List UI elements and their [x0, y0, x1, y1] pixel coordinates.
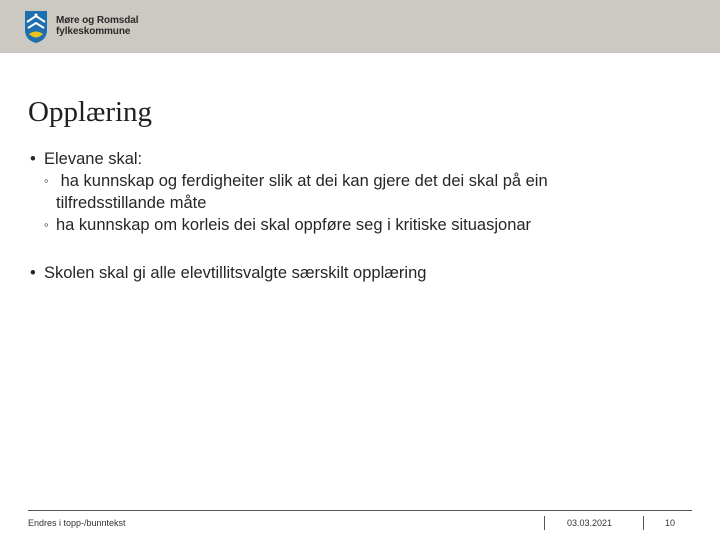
sub-bullet-item [28, 214, 698, 236]
sub-bullet-circle-icon: ◦ [44, 173, 49, 188]
sub-bullet-text: ha kunnskap om korleis dei skal oppføre seg i kritiske situasjonar [56, 216, 532, 234]
county-coat-of-arms-icon [24, 10, 48, 44]
bullet-text: Skolen skal gi alle elevtillitsvalgte særskilt opplæring [44, 264, 427, 282]
sub-bullet-circle-icon: ◦ [44, 217, 49, 232]
bullet-item [28, 262, 698, 284]
page-number: 10 [665, 518, 676, 528]
slide-body [28, 148, 698, 284]
bullet-text: Elevane skal: [44, 150, 143, 168]
sub-bullet-text: ha kunnskap og ferdigheiter slik at dei kan gjere det dei skal på ein tilfredsstillande måte [56, 172, 548, 212]
organization-name-line1: Møre og Romsdal [56, 15, 139, 26]
organization-name-line2: fylkeskommune [56, 26, 131, 37]
bullet-dot-icon: • [30, 150, 36, 168]
bullet-item [28, 148, 698, 170]
bullet-dot-icon: • [30, 264, 36, 282]
footer-separator [643, 516, 644, 530]
organization-name [56, 15, 138, 37]
footer-date: 03.03.2021 [567, 518, 613, 528]
slide-title: Opplæring [28, 96, 153, 128]
footer-text: Endres i topp-/bunntekst [28, 518, 126, 528]
sub-bullet-item [28, 170, 698, 214]
footer-divider [28, 510, 692, 511]
footer-separator [544, 516, 545, 530]
